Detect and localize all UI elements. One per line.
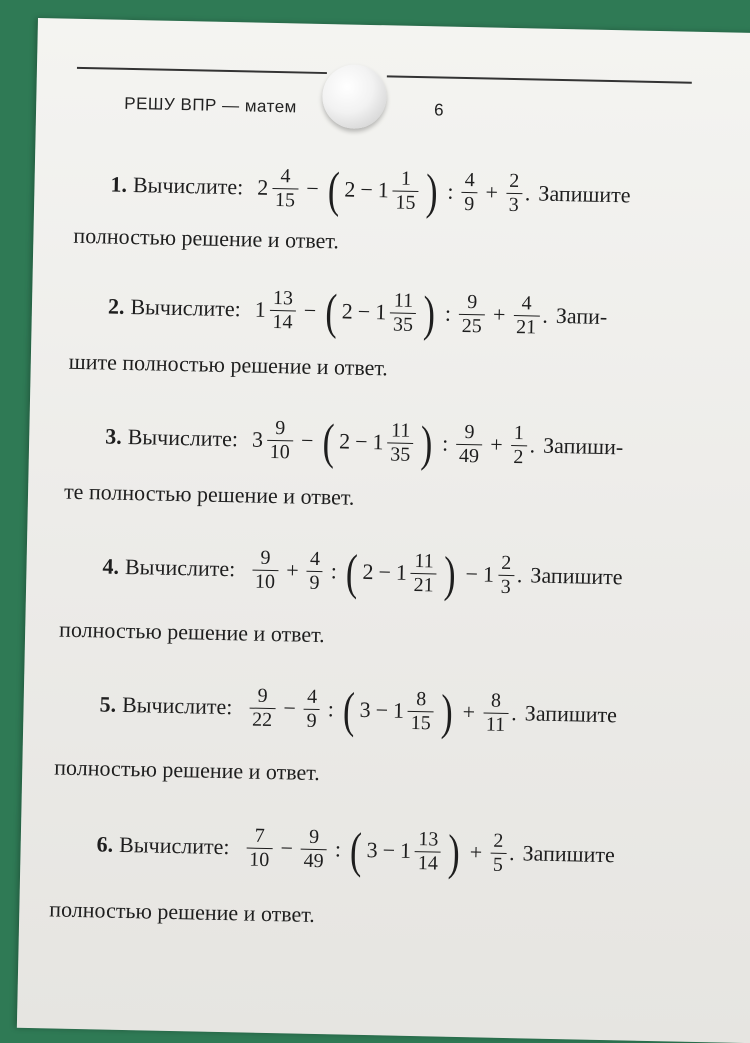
task-verb: Вычислите: (130, 294, 242, 322)
task-5-line2: полностью решение и ответ. (54, 754, 321, 786)
fraction (392, 168, 419, 214)
task-tail: Запиши- (542, 432, 624, 460)
numerator: 4 (309, 547, 321, 570)
mixed-whole: 1 (395, 559, 408, 585)
operator: + (286, 557, 299, 583)
operator: − (306, 175, 319, 201)
right-paren: ) (420, 415, 434, 472)
expression: $\frac{7}{10}$ − $\frac{9}{49}$ : ( 3 − 1 $\frac{13}{14}$ ) + $\frac{2}{5}$ . (243, 822, 515, 878)
top-rule-right (387, 75, 692, 83)
fraction (415, 829, 442, 875)
operator: + (462, 699, 476, 725)
denominator: 15 (392, 190, 418, 214)
left-paren: ( (327, 161, 341, 218)
numerator: 13 (272, 286, 294, 309)
numerator: 9 (257, 684, 268, 707)
operator: − (303, 297, 317, 323)
fraction (387, 420, 414, 466)
operator: − (378, 559, 392, 585)
mixed-whole: 1 (372, 429, 384, 455)
task-number: 2. (107, 293, 125, 319)
fraction (461, 169, 478, 214)
term: 3 (366, 837, 378, 863)
numerator: 9 (464, 420, 475, 443)
task-verb: Вычислите: (121, 691, 233, 720)
numerator: 11 (414, 549, 435, 572)
mixed-whole: 2 (257, 174, 269, 200)
term: 2 (341, 298, 354, 324)
fraction (306, 548, 323, 593)
numerator: 9 (467, 290, 478, 313)
expression: 2 $\frac{4}{15}$ − ( 2 − 1 $\frac{1}{15}$ ) : $\frac{4}{9}$ + $\frac{2}{3}$ . (257, 161, 531, 220)
task-6 (96, 819, 615, 880)
denominator: 2 (510, 444, 526, 467)
task-2-line2: шите полностью решение и ответ. (68, 348, 389, 381)
denominator: 35 (387, 442, 413, 466)
fraction (269, 287, 296, 333)
fraction (267, 417, 294, 463)
numerator: 4 (306, 685, 318, 708)
fraction (456, 421, 483, 467)
fraction (408, 688, 435, 734)
denominator: 11 (483, 712, 509, 736)
mixed-whole: 1 (399, 837, 412, 863)
operator: + (469, 839, 483, 865)
task-verb: Вычислите: (127, 423, 239, 452)
task-number: 4. (102, 553, 120, 579)
operator: : (447, 178, 454, 204)
denominator: 5 (490, 852, 506, 875)
expression: 1 $\frac{13}{14}$ − ( 2 − 1 $\frac{11}{35}$ ) : $\frac{9}{25}$ + $\frac{4}{21}$ . (254, 283, 549, 342)
task-tail: Запишите (524, 700, 618, 728)
numerator: 1 (400, 167, 412, 190)
denominator: 10 (267, 439, 293, 463)
numerator: 9 (275, 416, 286, 439)
magnet (322, 64, 387, 129)
header-suffix: 6 (433, 100, 444, 120)
task-verb: Вычислите: (118, 831, 230, 860)
denominator: 3 (505, 192, 521, 215)
numerator: 4 (464, 168, 476, 191)
mixed-whole: 3 (251, 426, 264, 452)
operator: : (327, 696, 335, 722)
fraction (497, 552, 514, 597)
numerator: 9 (260, 546, 271, 569)
task-1-line2: полностью решение и ответ. (73, 222, 340, 254)
denominator: 10 (252, 569, 278, 593)
task-tail: Запишите (538, 180, 631, 208)
operator: : (441, 430, 449, 456)
task-6-line2: полностью решение и ответ. (49, 896, 316, 927)
denominator: 21 (410, 572, 436, 596)
denominator: 25 (459, 313, 485, 337)
mixed-whole: 1 (482, 561, 495, 587)
fraction (459, 291, 486, 337)
right-paren: ) (440, 683, 454, 740)
operator: − (283, 695, 297, 721)
expression: $\frac{9}{10}$ + $\frac{4}{9}$ : ( 2 − 1 $\frac{11}{21}$ ) − 1 $\frac{2}{3}$ . (249, 545, 523, 601)
fraction (300, 826, 327, 872)
operator: − (382, 837, 396, 863)
fraction (252, 547, 279, 593)
operator: − (357, 298, 371, 325)
operator: − (280, 835, 294, 861)
numerator: 4 (280, 164, 291, 187)
mixed-whole: 1 (254, 296, 267, 322)
operator: + (485, 179, 499, 205)
operator: + (490, 431, 503, 457)
denominator: 9 (306, 570, 322, 593)
operator: + (492, 301, 506, 327)
task-number: 3. (104, 423, 123, 449)
denominator: 35 (390, 312, 416, 336)
left-paren: ( (325, 283, 338, 340)
denominator: 9 (461, 191, 477, 214)
denominator: 15 (408, 710, 434, 734)
left-paren: ( (342, 681, 356, 738)
task-number: 5. (99, 691, 117, 717)
term: 3 (359, 696, 371, 723)
fraction (483, 690, 509, 736)
operator: − (375, 697, 389, 723)
mixed-whole: 1 (374, 299, 387, 325)
task-2 (107, 282, 607, 342)
task-verb: Вычислите: (124, 553, 236, 582)
operator: : (444, 300, 452, 326)
fraction (272, 165, 299, 211)
numerator: 1 (513, 421, 525, 444)
numerator: 11 (390, 418, 411, 442)
denominator: 3 (497, 574, 513, 597)
right-paren: ) (443, 545, 457, 602)
right-paren: ) (425, 163, 439, 220)
numerator: 9 (308, 825, 320, 848)
task-verb: Вычислите: (132, 172, 244, 200)
operator: − (360, 176, 374, 203)
operator: : (334, 836, 342, 862)
operator: − (300, 427, 314, 453)
paper-sheet (17, 18, 750, 1043)
left-paren: ( (349, 821, 363, 878)
task-1 (110, 160, 631, 221)
fraction (510, 422, 527, 467)
expression: 3 $\frac{9}{10}$ − ( 2 − 1 $\frac{11}{35}$ ) : $\frac{9}{49}$ + $\frac{1}{2}$ . (251, 413, 536, 472)
denominator: 14 (269, 309, 295, 333)
denominator: 9 (303, 708, 319, 731)
operator: : (330, 558, 338, 584)
task-number: 1. (110, 171, 128, 197)
fraction (410, 550, 437, 596)
fraction (249, 685, 276, 731)
numerator: 7 (254, 824, 265, 847)
numerator: 8 (416, 687, 427, 710)
header-text: РЕШУ ВПР — матем (124, 93, 298, 117)
numerator: 2 (500, 551, 512, 574)
task-tail: Запи- (555, 302, 608, 329)
top-rule-left (77, 67, 327, 74)
numerator: 11 (393, 289, 414, 312)
task-3 (105, 412, 624, 473)
operator: − (354, 428, 368, 454)
denominator: 15 (272, 187, 298, 211)
term: 2 (338, 428, 351, 454)
term: 2 (344, 176, 356, 202)
task-tail: Запишите (530, 562, 623, 590)
fraction (303, 686, 320, 731)
numerator: 2 (493, 829, 504, 852)
left-paren: ( (322, 413, 336, 470)
operator: − (465, 561, 479, 587)
denominator: 49 (300, 848, 326, 872)
fraction (390, 290, 417, 336)
right-paren: ) (423, 285, 436, 342)
denominator: 14 (415, 851, 441, 875)
task-tail: Запишите (522, 840, 616, 868)
mixed-whole: 1 (377, 177, 390, 203)
denominator: 10 (246, 847, 272, 871)
term: 2 (362, 558, 374, 585)
task-4 (102, 541, 623, 602)
right-paren: ) (447, 823, 461, 881)
task-3-line2: те полностью решение и ответ. (63, 478, 355, 510)
fraction (246, 825, 273, 871)
denominator: 21 (513, 315, 539, 339)
fraction (513, 293, 540, 339)
numerator: 8 (490, 689, 502, 712)
numerator: 2 (508, 169, 520, 192)
numerator: 13 (418, 827, 439, 851)
fraction (505, 170, 522, 215)
denominator: 22 (249, 707, 275, 731)
task-number: 6. (96, 831, 114, 857)
task-5 (99, 679, 617, 740)
task-4-line2: полностью решение и ответ. (58, 616, 325, 648)
numerator: 4 (521, 291, 532, 314)
expression: $\frac{9}{22}$ − $\frac{4}{9}$ : ( 3 − 1 $\frac{8}{15}$ ) + $\frac{8}{11}$ . (246, 683, 517, 739)
fraction (490, 830, 507, 875)
denominator: 49 (456, 443, 482, 467)
left-paren: ( (345, 543, 359, 600)
mixed-whole: 1 (392, 697, 405, 723)
